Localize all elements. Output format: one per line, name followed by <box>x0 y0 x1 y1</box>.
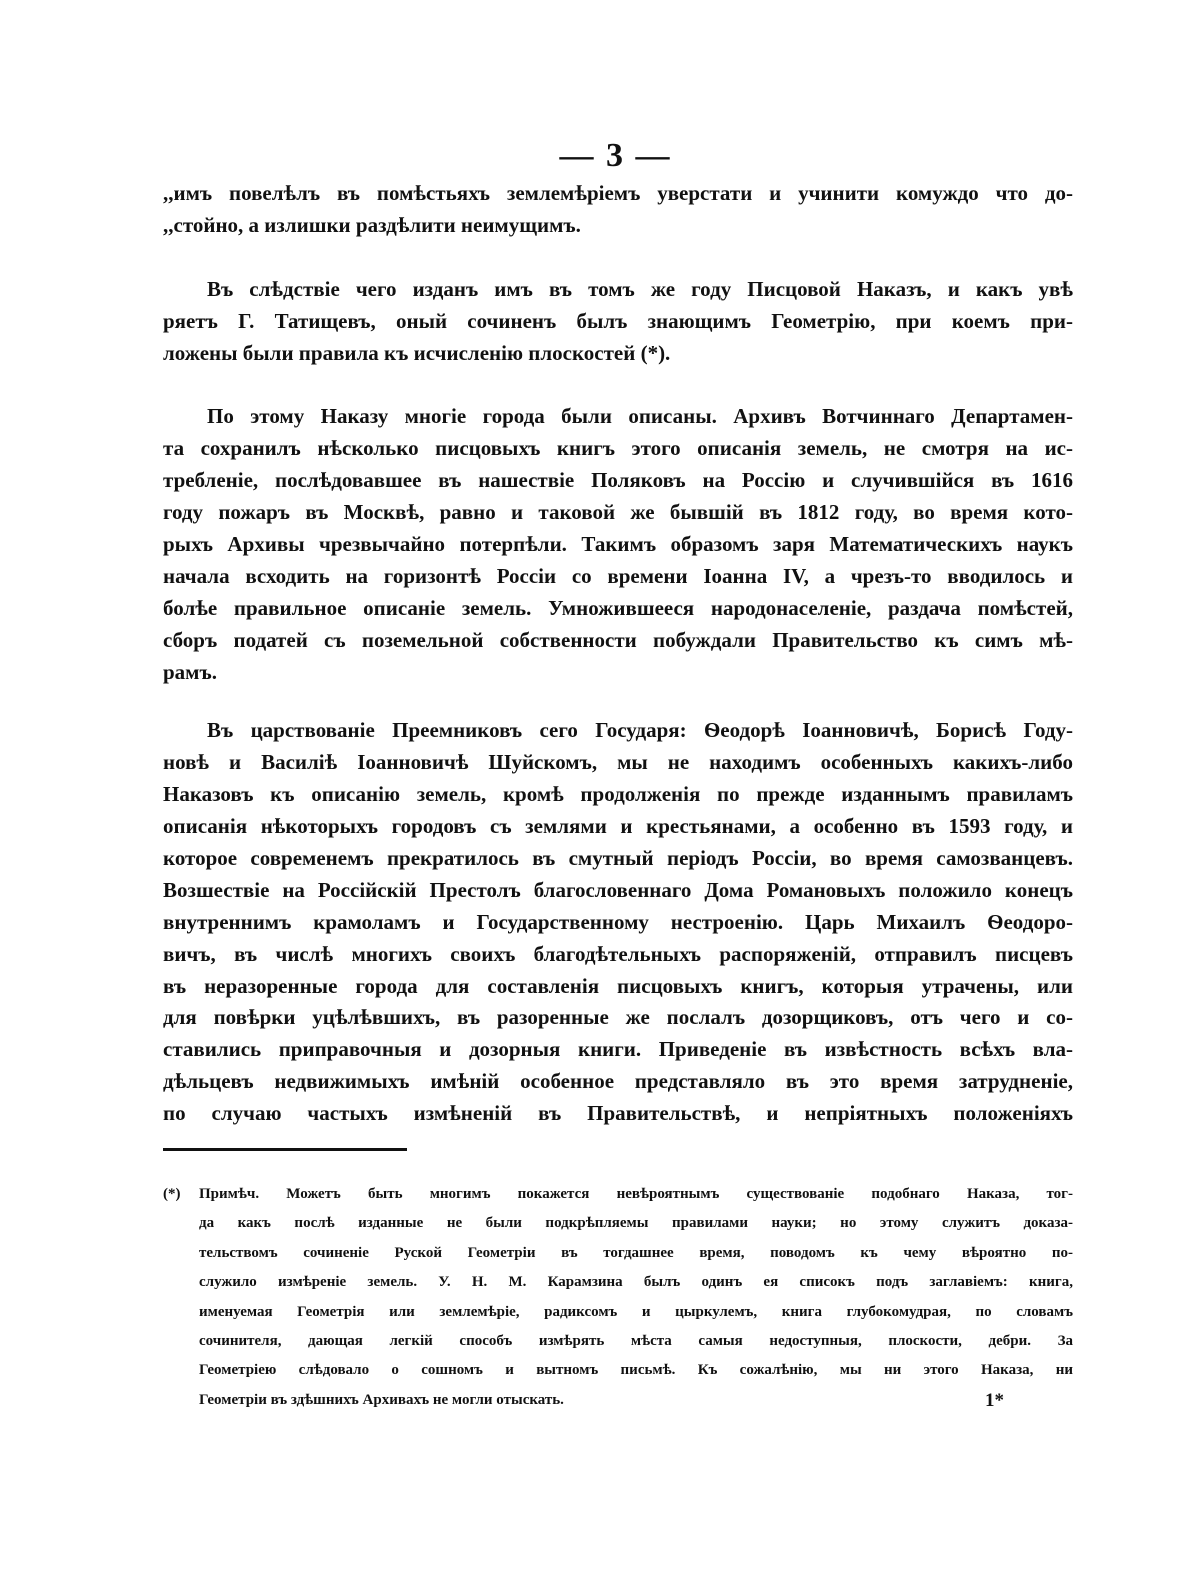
text-line: ,,имъ повелѣлъ въ помѣстьяхъ землемѣріемъ уверстати и учинити комуждо что до- <box>163 181 1073 205</box>
footnote-line: сочинителя, дающая легкій способъ измѣрять мѣста самыя недоступныя, плоскости, дебри. За <box>199 1332 1073 1349</box>
text-line: внутреннимъ крамоламъ и Государственному нестроенію. Царь Михаилъ Ѳеодоро- <box>163 909 1073 934</box>
footnote-line <box>163 1180 1073 1209</box>
text-line: По этому Наказу многіе города были описаны. Архивъ Вотчиннаго Департамен- <box>207 404 1073 429</box>
footnote-line: да какъ послѣ изданные не были подкрѣпляемы правилами науки; но этому служитъ доказа- <box>199 1215 1073 1232</box>
footnote-marker: (*) <box>163 1186 181 1202</box>
text-line: ставились приправочныя и дозорныя книги. Приведеніе въ извѣстность всѣхъ вла- <box>163 1037 1073 1062</box>
text-line: году пожаръ въ Москвѣ, равно и таковой же бывшій въ 1812 году, во время кото- <box>163 500 1073 525</box>
text-line: по случаю частыхъ измѣненій въ Правительствѣ, и непріятныхъ положеніяхъ <box>163 1101 1073 1126</box>
text-line: Возшествіе на Россійскій Престолъ благословеннаго Дома Романовыхъ положило конецъ <box>163 877 1073 902</box>
text-line: дѣльцевъ недвижимыхъ имѣній особенное представляло въ это время затрудненіе, <box>163 1069 1073 1094</box>
text-line: въ неразоренные города для составленія писцовыхъ книгъ, которыя утрачены, или <box>163 973 1073 998</box>
text-line: рамъ. <box>163 659 217 684</box>
signature-mark: 1* <box>985 1390 1004 1411</box>
body-text <box>163 178 1073 1130</box>
text-line: ряетъ Г. Татищевъ, оный сочиненъ былъ знающимъ Геометрію, при коемъ при- <box>163 308 1073 333</box>
footnote-line: Геометріи въ здѣшнихъ Архивахъ не могли отыскать. <box>199 1391 564 1408</box>
text-line: та сохранилъ нѣсколько писцовыхъ книгъ этого описанія земель, не смотря на ис- <box>163 436 1073 461</box>
text-line: начала всходить на горизонтѣ Россіи со времени Іоанна IV, а чрезъ-то вводилось и <box>163 563 1073 588</box>
text-line: ложены были правила къ исчисленію плоскостей (*). <box>163 340 671 365</box>
text-line: болѣе правильное описаніе земель. Умножившееся народонаселеніе, раздача помѣстей, <box>163 595 1073 620</box>
text-line: ,,стойно, а излишки раздѣлити неимущимъ. <box>163 212 581 237</box>
footnote-line: Геометріею слѣдовало о сошномъ и вытномъ письмѣ. Къ сожалѣнію, мы ни этого Наказа, ни <box>199 1362 1073 1379</box>
page-number: — 3 — <box>559 137 672 174</box>
text-line: требленіе, послѣдовавшее въ нашествіе Поляковъ на Россію и случившійся въ 1616 <box>163 468 1073 493</box>
text-line: Въ царствованіе Преемниковъ сего Государя: Ѳеодорѣ Іоанновичѣ, Борисѣ Году- <box>207 718 1073 743</box>
paragraph-2 <box>163 274 1073 370</box>
footnote-text: Примѣч. Можетъ быть многимъ покажется невѣроятнымъ существованіе подобнаго Наказа, тог- <box>199 1186 1073 1202</box>
paragraph-3 <box>163 401 1073 688</box>
footnote-line: тельствомъ сочиненіе Руской Геометріи въ тогдашнее время, поводомъ къ чему вѣроятно по- <box>199 1244 1073 1261</box>
text-line: Наказовъ къ описанію земель, кромѣ продолженія по прежде изданнымъ правиламъ <box>163 782 1073 807</box>
text-line: которое современемъ прекратилось въ смутный періодъ Россіи, во время самозванцевъ. <box>163 846 1073 871</box>
footnote <box>163 1180 1073 1415</box>
text-line: Въ слѣдствіе чего изданъ имъ въ томъ же году Писцовой Наказъ, и какъ увѣ <box>207 276 1073 301</box>
text-line: новѣ и Василіѣ Іоанновичѣ Шуйскомъ, мы не находимъ особенныхъ какихъ-либо <box>163 750 1073 775</box>
text-line: вичъ, въ числѣ многихъ своихъ благодѣтельныхъ распоряженій, отправилъ писцевъ <box>163 941 1073 966</box>
footnote-line: именуемая Геометрія или землемѣріе, радиксомъ и цыркулемъ, книга глубокомудрая, по словамъ <box>199 1303 1073 1320</box>
text-line: рыхъ Архивы чрезвычайно потерпѣли. Такимъ образомъ заря Математическихъ наукъ <box>163 532 1073 557</box>
text-line: для повѣрки уцѣлѣвшихъ, въ разоренные же послалъ дозорщиковъ, отъ чего и со- <box>163 1005 1073 1030</box>
footnote-line: служило измѣреніе земель. У. Н. М. Карамзина былъ одинъ ея списокъ подъ заглавіемъ: книга, <box>199 1274 1073 1291</box>
footnote-divider <box>163 1148 407 1151</box>
paragraph-1 <box>163 178 1073 242</box>
text-line: описанія нѣкоторыхъ городовъ съ землями и крестьянами, а особенно въ 1593 году, и <box>163 814 1073 839</box>
text-line: сборъ податей съ поземельной собственности побуждали Правительство къ симъ мѣ- <box>163 627 1073 652</box>
paragraph-4 <box>163 715 1073 1130</box>
